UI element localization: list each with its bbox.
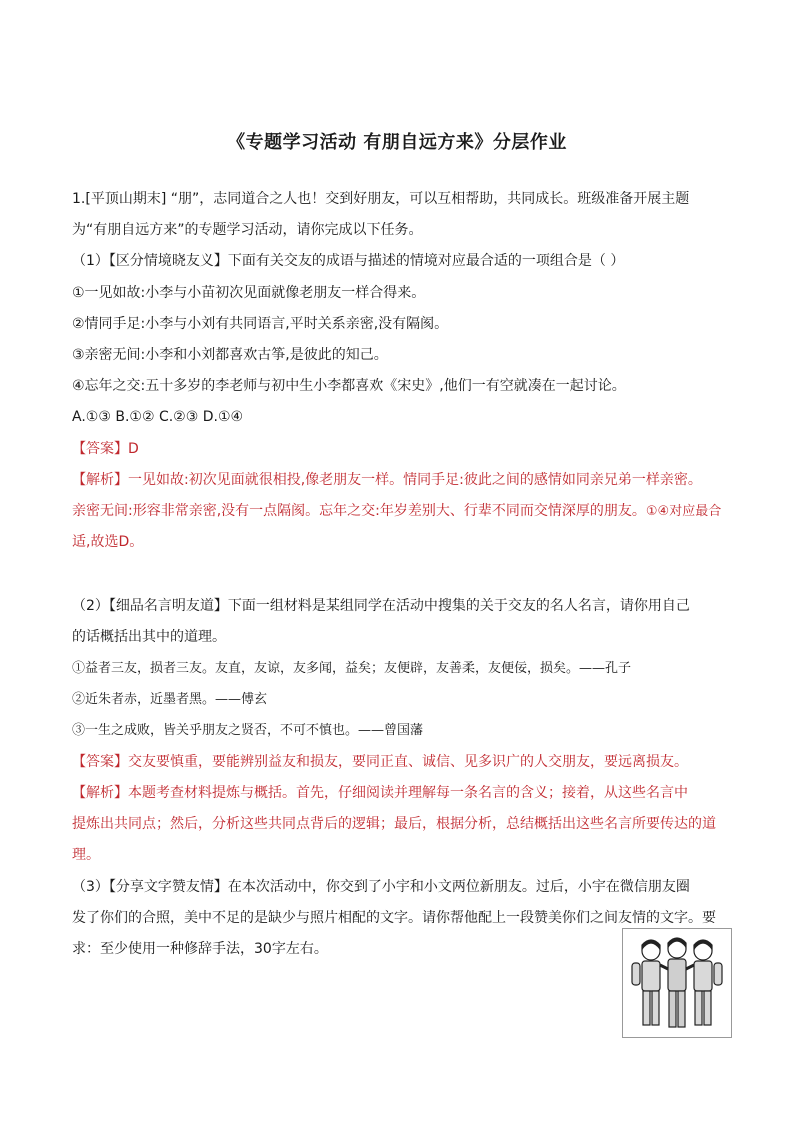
analysis-tag: 【解析】 (72, 472, 128, 488)
analysis-text: 亲密无间:形容非常亲密,没有一点隔阂。忘年之交:年岁差别大、行辈不同而交情深厚的朋友。 (72, 503, 646, 519)
q1-sub2-analysis-line1 (72, 778, 732, 809)
quote-3: ③一生之成败，皆关乎朋友之贤否，不可不慎也。——曾国藩 (72, 723, 424, 738)
q1-sub2-stem-line2: 的话概括出其中的道理。 (72, 629, 226, 645)
q1-sub1-option-1: ①一见如故:小李与小苗初次见面就像老朋友一样合得来。 (72, 285, 426, 301)
q1-sub1-analysis-line2 (72, 496, 732, 527)
q1-sub1-option-4: ④忘年之交:五十多岁的李老师与初中生小李都喜欢《宋史》,他们一有空就凑在一起讨论。 (72, 378, 626, 394)
answer-text: 交友要慎重，要能辨别益友和损友，要同正直、诚信、见多识广的人交朋友，要远离损友。 (128, 754, 688, 770)
answer-tag: 【答案】 (72, 441, 128, 457)
page-title: 《专题学习活动 有朋自远方来》分层作业 (227, 132, 567, 153)
analysis-text: 本题考查材料提炼与概括。首先，仔细阅读并理解每一条名言的含义；接着，从这些名言中 (128, 785, 688, 801)
q1-sub2-answer (72, 747, 732, 778)
answer-text: D (128, 441, 139, 457)
q1-sub1-option-2: ②情同手足:小李与小刘有共同语言,平时关系亲密,没有隔阂。 (72, 316, 449, 332)
analysis-tag: 【解析】 (72, 785, 128, 801)
q1-sub1-analysis-line1 (72, 465, 732, 496)
q1-intro-line1: 1.[平顶山期末] “朋”，志同道合之人也！交到好朋友，可以互相帮助，共同成长。班级准备开展主题 (72, 191, 690, 207)
q1-sub1-choices: A.①③ B.①② C.②③ D.①④ (72, 409, 244, 425)
q1-sub1-answer (72, 434, 732, 465)
q1-sub3-line3: 求：至少使用一种修辞手法，30字左右。 (72, 941, 328, 957)
q1-sub2-stem-line1: （2）【细品名言明友道】下面一组材料是某组同学在活动中搜集的关于交友的名人名言，请你用自己 (72, 598, 690, 614)
q1-sub1-option-3: ③亲密无间:小李和小刘都喜欢古筝,是彼此的知己。 (72, 347, 388, 363)
q1-sub1-analysis-line3: 适,故选D。 (72, 534, 144, 550)
q1-sub2-analysis-line2: 提炼出共同点；然后，分析这些共同点背后的逻辑；最后，根据分析，总结概括出这些名言所要传达的道 (72, 816, 716, 832)
analysis-text: 一见如故:初次见面就很相投,像老朋友一样。情同手足:彼此之间的感情如同亲兄弟一样亲密。 (128, 472, 702, 488)
q1-sub3-line1: （3）【分享文字赞友情】在本次活动中，你交到了小宇和小文两位新朋友。过后，小宇在微信朋友圈 (72, 879, 690, 895)
answer-tag: 【答案】 (72, 754, 128, 770)
q1-sub2-analysis-line3: 理。 (72, 847, 100, 863)
three-friends-icon (623, 929, 731, 1037)
quote-2: ②近朱者赤，近墨者黑。——傅玄 (72, 692, 268, 707)
analysis-text: ①④对应最合 (645, 504, 722, 519)
q1-sub1-stem: （1）【区分情境晓友义】下面有关交友的成语与描述的情境对应最合适的一项组合是（ ） (72, 253, 625, 269)
q1-sub3-line2: 发了你们的合照，美中不足的是缺少与照片相配的文字。请你帮他配上一段赞美你们之间友情的文字。要 (72, 910, 716, 926)
friends-photo-illustration (622, 928, 732, 1038)
quote-1: ①益者三友，损者三友。友直，友谅，友多闻，益矣；友便辟，友善柔，友便佞，损矣。——孔子 (72, 661, 632, 676)
q1-intro-line2: 为“有朋自远方来”的专题学习活动，请你完成以下任务。 (72, 222, 423, 238)
